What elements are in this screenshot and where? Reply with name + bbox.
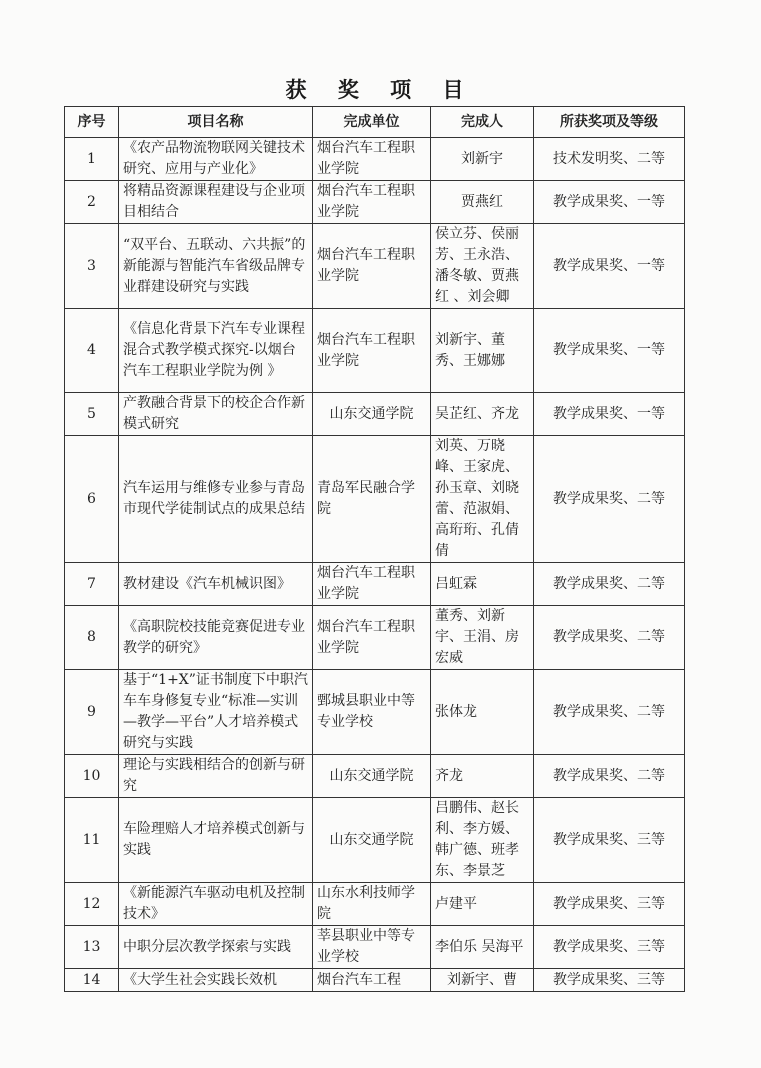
project-name: 中职分层次教学探索与实践 [119, 926, 313, 969]
unit-name: 山东水利技师学院 [313, 883, 431, 926]
award: 教学成果奖、二等 [534, 563, 685, 606]
people: 董秀、刘新宇、王涓、房宏威 [431, 606, 534, 670]
award: 教学成果奖、一等 [534, 393, 685, 436]
award: 教学成果奖、三等 [534, 926, 685, 969]
row-index: 2 [65, 181, 119, 224]
project-name: 基于“1+X”证书制度下中职汽车车身修复专业“标准—实训—教学—平台”人才培养模式研究与实践 [119, 670, 313, 755]
row-index: 6 [65, 436, 119, 563]
award: 教学成果奖、二等 [534, 606, 685, 670]
page-title: 获 奖 项 目 [285, 77, 476, 102]
header-project-name: 项目名称 [119, 107, 313, 138]
unit-name: 烟台汽车工程职业学院 [313, 181, 431, 224]
table-row [65, 798, 685, 883]
award: 教学成果奖、一等 [534, 181, 685, 224]
people: 吴芷红、齐龙 [431, 393, 534, 436]
header-people: 完成人 [431, 107, 534, 138]
award: 教学成果奖、二等 [534, 670, 685, 755]
people: 刘新宇、董秀、王娜娜 [431, 309, 534, 393]
unit-name: 莘县职业中等专业学校 [313, 926, 431, 969]
unit-name: 烟台汽车工程职业学院 [313, 606, 431, 670]
project-name: 《信息化背景下汽车专业课程混合式教学模式探究-以烟台汽车工程职业学院为例 》 [119, 309, 313, 393]
people: 齐龙 [431, 755, 534, 798]
row-index: 7 [65, 563, 119, 606]
table-header-row [65, 107, 685, 138]
row-index: 12 [65, 883, 119, 926]
project-name: “双平台、五联动、六共振”的新能源与智能汽车省级品牌专业群建设研究与实践 [119, 224, 313, 309]
people: 贾燕红 [431, 181, 534, 224]
project-name: 汽车运用与维修专业参与青岛市现代学徒制试点的成果总结 [119, 436, 313, 563]
header-unit: 完成单位 [313, 107, 431, 138]
table-row [65, 138, 685, 181]
award: 教学成果奖、一等 [534, 224, 685, 309]
project-name: 《农产品物流物联网关键技术研究、应用与产业化》 [119, 138, 313, 181]
table-row [65, 755, 685, 798]
people: 张体龙 [431, 670, 534, 755]
header-index: 序号 [65, 107, 119, 138]
project-name: 理论与实践相结合的创新与研究 [119, 755, 313, 798]
project-name: 车险理赔人才培养模式创新与实践 [119, 798, 313, 883]
people: 吕鹏伟、赵长利、李方媛、韩广德、班孝东、李景芝 [431, 798, 534, 883]
row-index: 11 [65, 798, 119, 883]
row-index: 13 [65, 926, 119, 969]
project-name: 《高职院校技能竞赛促进专业教学的研究》 [119, 606, 313, 670]
unit-name: 山东交通学院 [313, 755, 431, 798]
table-row [65, 926, 685, 969]
row-index: 1 [65, 138, 119, 181]
unit-name: 烟台汽车工程职业学院 [313, 563, 431, 606]
people: 刘英、万晓峰、王家虎、孙玉章、刘晓蕾、范淑娟、高珩珩、孔倩倩 [431, 436, 534, 563]
award: 教学成果奖、二等 [534, 436, 685, 563]
unit-name: 山东交通学院 [313, 798, 431, 883]
project-name: 《大学生社会实践长效机 [119, 969, 313, 992]
award: 技术发明奖、二等 [534, 138, 685, 181]
row-index: 9 [65, 670, 119, 755]
header-award: 所获奖项及等级 [534, 107, 685, 138]
table-row [65, 224, 685, 309]
award: 教学成果奖、三等 [534, 798, 685, 883]
table-row [65, 393, 685, 436]
table-row [65, 436, 685, 563]
people: 卢建平 [431, 883, 534, 926]
award: 教学成果奖、一等 [534, 309, 685, 393]
row-index: 5 [65, 393, 119, 436]
unit-name: 山东交通学院 [313, 393, 431, 436]
unit-name: 烟台汽车工程职业学院 [313, 138, 431, 181]
table-row [65, 309, 685, 393]
people: 李伯乐 吴海平 [431, 926, 534, 969]
project-name: 产教融合背景下的校企合作新模式研究 [119, 393, 313, 436]
table-row [65, 969, 685, 992]
table-row [65, 670, 685, 755]
table-row [65, 883, 685, 926]
row-index: 3 [65, 224, 119, 309]
people: 刘新宇 [431, 138, 534, 181]
unit-name: 烟台汽车工程职业学院 [313, 309, 431, 393]
unit-name: 青岛军民融合学院 [313, 436, 431, 563]
table-row [65, 563, 685, 606]
award: 教学成果奖、二等 [534, 755, 685, 798]
project-name: 教材建设《汽车机械识图》 [119, 563, 313, 606]
unit-name: 鄄城县职业中等专业学校 [313, 670, 431, 755]
row-index: 14 [65, 969, 119, 992]
table-row [65, 606, 685, 670]
people: 侯立芬、侯丽芳、王永浩、潘冬敏、贾燕红 、刘会卿 [431, 224, 534, 309]
row-index: 4 [65, 309, 119, 393]
row-index: 8 [65, 606, 119, 670]
project-name: 《新能源汽车驱动电机及控制技术》 [119, 883, 313, 926]
awards-table [64, 106, 685, 992]
unit-name: 烟台汽车工程职业学院 [313, 224, 431, 309]
people: 吕虹霖 [431, 563, 534, 606]
award: 教学成果奖、三等 [534, 969, 685, 992]
project-name: 将精品资源课程建设与企业项目相结合 [119, 181, 313, 224]
people: 刘新宇、曹 [431, 969, 534, 992]
row-index: 10 [65, 755, 119, 798]
unit-name: 烟台汽车工程 [313, 969, 431, 992]
award: 教学成果奖、三等 [534, 883, 685, 926]
table-row [65, 181, 685, 224]
